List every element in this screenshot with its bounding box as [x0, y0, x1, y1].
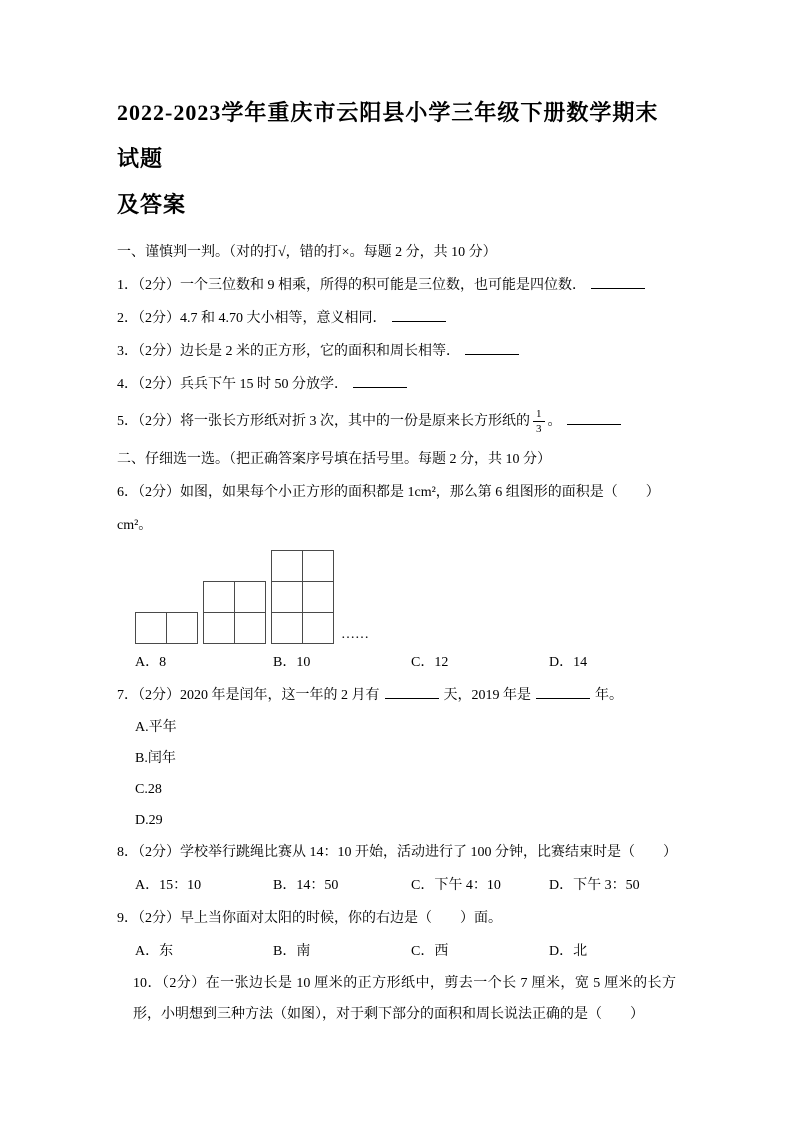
figure-group-2	[203, 581, 266, 644]
question-2-text: 2．（2分）4.7 和 4.70 大小相等，意义相同．	[117, 311, 387, 326]
unit-square	[204, 613, 234, 643]
option-a: A．8	[135, 655, 167, 670]
option-b: B.闰年	[135, 751, 176, 766]
figure-group-1	[135, 612, 198, 644]
question-3	[117, 335, 676, 368]
question-5-text: 5．（2分）将一张长方形纸对折 3 次，其中的一份是原来长方形纸的	[117, 414, 530, 429]
unit-square	[235, 582, 265, 612]
option-b: B．14：50	[273, 878, 339, 893]
unit-square	[303, 613, 333, 643]
figure-group-3	[271, 550, 334, 644]
question-7	[117, 679, 676, 712]
squares-figure	[135, 550, 676, 644]
option-a: A．东	[135, 944, 174, 959]
question-7-text-middle: 天，2019 年是	[443, 688, 531, 703]
option-c: C.28	[135, 782, 162, 797]
figure-ellipsis: ……	[341, 627, 369, 642]
question-6-options	[117, 646, 676, 679]
question-6-line-2: cm²。	[117, 518, 153, 533]
question-2	[117, 302, 676, 335]
answer-blank	[353, 374, 407, 388]
answer-blank	[591, 275, 645, 289]
question-4-text: 4．（2分）兵兵下午 15 时 50 分放学．	[117, 377, 348, 392]
unit-square	[303, 551, 333, 581]
unit-square	[303, 582, 333, 612]
question-1	[117, 269, 676, 302]
option-c: C．下午 4：10	[411, 878, 501, 893]
option-b: B．10	[273, 655, 311, 670]
question-8-options	[117, 869, 676, 902]
section-1-header: 一、谨慎判一判。（对的打√，错的打×。每题 2 分，共 10 分）	[117, 245, 497, 260]
question-1-text: 1．（2分）一个三位数和 9 相乘，所得的积可能是三位数，也可能是四位数．	[117, 278, 586, 293]
option-b: B．南	[273, 944, 311, 959]
unit-square	[136, 613, 166, 643]
title-line-1: 2022-2023学年重庆市云阳县小学三年级下册数学期末试题	[117, 100, 659, 171]
question-5	[117, 401, 676, 443]
unit-square	[272, 582, 302, 612]
title-line-2: 及答案	[117, 192, 187, 217]
question-9: 9．（2分）早上当你面对太阳的时候，你的右边是（ ）面。	[117, 911, 502, 926]
document-title	[117, 90, 676, 228]
question-4	[117, 368, 676, 401]
unit-square	[204, 582, 234, 612]
question-10: 10．（2分）在一张边长是 10 厘米的正方形纸中，剪去一个长 7 厘米，宽 5 厘米的长方形，小明想到三种方法（如图），对于剩下部分的面积和周长说法正确的是（ ）	[133, 976, 676, 1022]
question-8: 8．（2分）学校举行跳绳比赛从 14：10 开始，活动进行了 100 分钟，比赛结束时是（ ）	[117, 845, 677, 860]
question-7-text-after: 年。	[595, 688, 623, 703]
option-d: D．下午 3：50	[549, 878, 640, 893]
fraction-numerator: 1	[533, 408, 545, 422]
option-c: C．12	[411, 655, 449, 670]
unit-square	[272, 613, 302, 643]
question-3-text: 3．（2分）边长是 2 米的正方形，它的面积和周长相等．	[117, 344, 460, 359]
option-d: D．14	[549, 655, 588, 670]
answer-blank	[392, 308, 446, 322]
question-9-options	[117, 935, 676, 968]
option-c: C．西	[411, 944, 449, 959]
option-d: D．北	[549, 944, 588, 959]
unit-square	[272, 551, 302, 581]
unit-square	[235, 613, 265, 643]
section-2-header: 二、仔细选一选。（把正确答案序号填在括号里。每题 2 分，共 10 分）	[117, 452, 551, 467]
option-a: A.平年	[135, 720, 177, 735]
answer-blank	[536, 685, 590, 699]
option-a: A．15：10	[135, 878, 202, 893]
fraction-denominator: 3	[536, 423, 542, 435]
answer-blank	[465, 341, 519, 355]
answer-blank	[567, 411, 621, 425]
option-d: D.29	[135, 813, 163, 828]
question-5-text-after: 。	[547, 414, 562, 429]
fraction-one-third	[533, 408, 545, 435]
question-6-line-1: 6．（2分）如图，如果每个小正方形的面积都是 1cm²，那么第 6 组图形的面积是（ ）	[117, 485, 660, 500]
answer-blank	[385, 685, 439, 699]
question-7-text-before: 7．（2分）2020 年是闰年，这一年的 2 月有	[117, 688, 380, 703]
unit-square	[167, 613, 197, 643]
question-7-options	[117, 712, 676, 836]
